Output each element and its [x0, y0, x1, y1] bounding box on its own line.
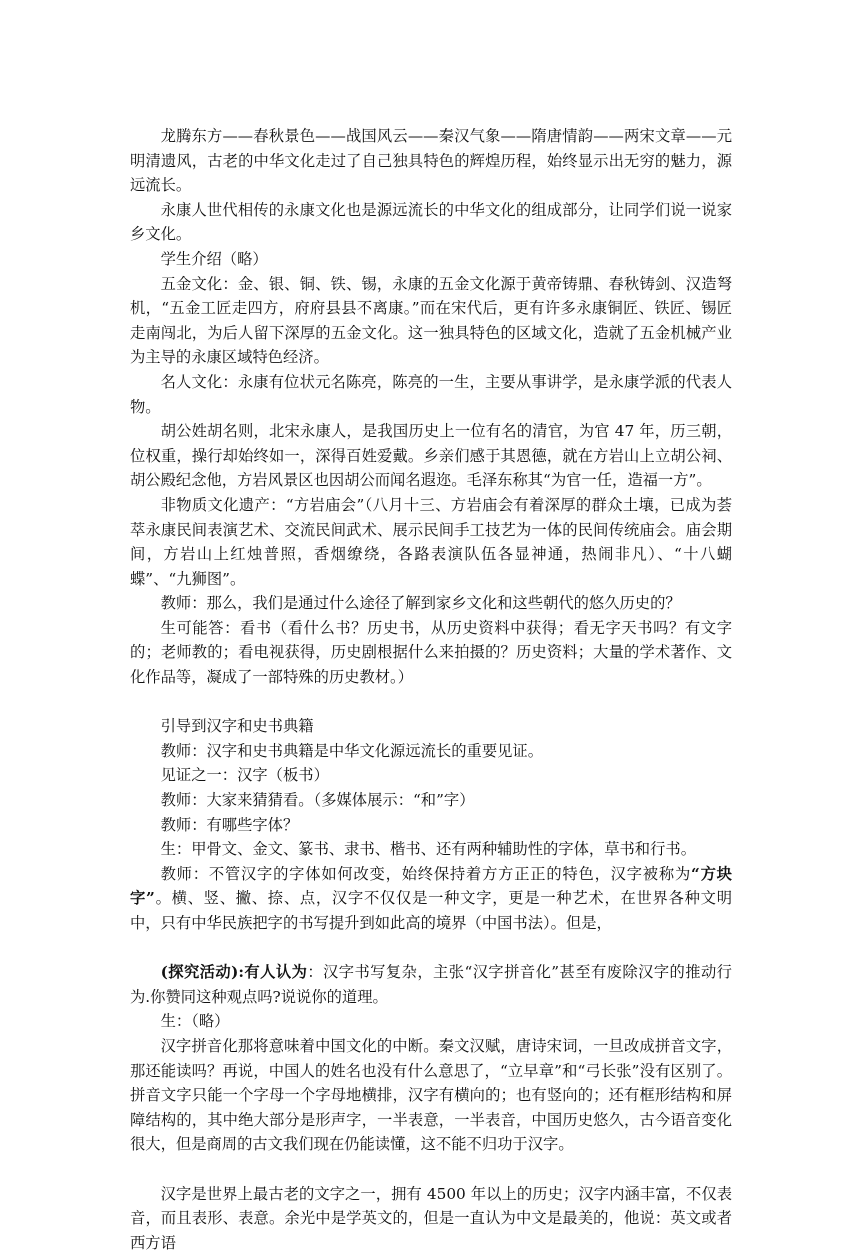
inquiry-activity-colon: :	[238, 963, 245, 982]
paragraph-intro: 龙腾东方——春秋景色——战国风云——秦汉气象——隋唐情韵——两宋文章——元明清遗风，古老的中华文化走过了自己独具特色的辉煌历程，始终显示出无穷的魅力，源远流长。	[130, 127, 732, 195]
paragraph-oldest-script: 汉字是世界上最古老的文字之一，拥有 4500 年以上的历史；汉字内涵丰富，不仅表音，而且表形、表意。余光中是学英文的，但是一直认为中文是最美的，他说：英文或者西方语	[130, 1184, 732, 1252]
blank-line	[130, 690, 732, 715]
paragraph-square-characters	[130, 862, 732, 936]
inquiry-opinion-label: 有人认为	[244, 963, 308, 982]
paragraph-celebrity-culture: 名人文化：永康有位状元名陈亮，陈亮的一生，主要从事讲学，是永康学派的代表人物。	[130, 372, 732, 416]
blank-line	[130, 936, 732, 961]
paragraph-intangible-heritage: 非物质文化遗产：“方岩庙会”（八月十三、方岩庙会有着深厚的群众土壤，已成为荟萃永康民间表演艺术、交流民间武术、展示民间手工技艺为一体的民间传统庙会。庙会期间，方岩山上红烛普照，香烟缭绕，各路表演队伍各显神通，热闹非凡）、“十八蝴蝶”、“九狮图”。	[130, 495, 732, 588]
paragraph-guide-to-characters: 引导到汉字和史书典籍	[160, 717, 314, 736]
paragraph-pinyin-argument: 汉字拼音化那将意味着中国文化的中断。秦文汉赋，唐诗宋词，一旦改成拼音文字，那还能读吗？再说，中国人的姓名也没有什么意思了，“立早章”和“弓长张”没有区别了。拼音文字只能一个字母一个字母地横排，汉字有横向的；也有竖向的；还有框形结构和屏障结构的，其中绝大部分是形声字，一半表意，一半表音，中国历史悠久，古今语音变化很大，但是商周的古文我们现在仍能读懂，这不能不归功于汉字。	[130, 1036, 732, 1154]
paragraph-hardware-culture: 五金文化：金、银、铜、铁、锡，永康的五金文化源于黄帝铸鼎、春秋铸剑、汉造弩机，“五金工匠走四方，府府县县不离康。”而在宋代后，更有许多永康铜匠、铁匠、锡匠走南闯北，为后人留下深厚的五金文化。这一独具特色的区域文化，造就了五金机械产业为主导的永康区域特色经济。	[130, 274, 732, 367]
inquiry-activity-text: ：汉字书写复杂，主张“汉字拼音化”甚至有废除汉字的推动行为.你赞同这种观点吗?说说你的道理。	[130, 963, 732, 1006]
inquiry-activity-label: (探究活动)	[160, 963, 239, 982]
paragraph-witness-one: 见证之一：汉字（板书）	[160, 766, 329, 785]
paragraph-student-intro: 学生介绍（略）	[160, 249, 268, 268]
paragraph-student-fonts: 生：甲骨文、金文、篆书、隶书、楷书、还有两种辅助性的字体，草书和行书。	[160, 840, 696, 859]
paragraph-inquiry-activity	[130, 960, 732, 1009]
square-characters-text-b: 。横、竖、撇、捺、点，汉字不仅仅是一种文字，更是一种艺术，在世界各种文明中，只有中华民族把字的书写提升到如此高的境界（中国书法）。但是，	[130, 889, 732, 932]
paragraph-teacher-witness: 教师：汉字和史书典籍是中华文化源远流长的重要见证。	[160, 741, 544, 760]
paragraph-student-answer: 生可能答：看书（看什么书？历史书，从历史资料中获得；看无字天书吗？有文字的；老师教的；看电视获得，历史剧根据什么来拍摄的？历史资料；大量的学术著作、文化作品等，凝成了一部特殊的历史教材。）	[130, 618, 732, 687]
square-characters-emphasis: “方块字”	[130, 864, 732, 908]
square-characters-text-a: 教师：不管汉字的字体如何改变，始终保持着方方正正的特色，汉字被称为	[160, 864, 692, 883]
paragraph-yongkang-culture: 永康人世代相传的永康文化也是源远流长的中华文化的组成部分，让同学们说一说家乡文化。	[130, 200, 732, 244]
paragraph-teacher-fonts: 教师：有哪些字体？	[160, 815, 299, 834]
blank-line	[130, 1157, 732, 1182]
paragraph-teacher-question: 教师：那么，我们是通过什么途径了解到家乡文化和这些朝代的悠久历史的？	[160, 594, 681, 613]
paragraph-hu-gong: 胡公姓胡名则，北宋永康人，是我国历史上一位有名的清官，为官 47 年，历三朝，位权重，操行却始终如一，深得百姓爱戴。乡亲们感于其恩德，就在方岩山上立胡公祠、胡公殿纪念他，方岩风景区也因胡公而闻名遐迩。毛泽东称其“为官一任，造福一方”。	[130, 422, 732, 490]
paragraph-student-omitted: 生：（略）	[160, 1012, 230, 1031]
paragraph-teacher-guess: 教师：大家来猜猜看。（多媒体展示：“和”字）	[160, 791, 475, 810]
